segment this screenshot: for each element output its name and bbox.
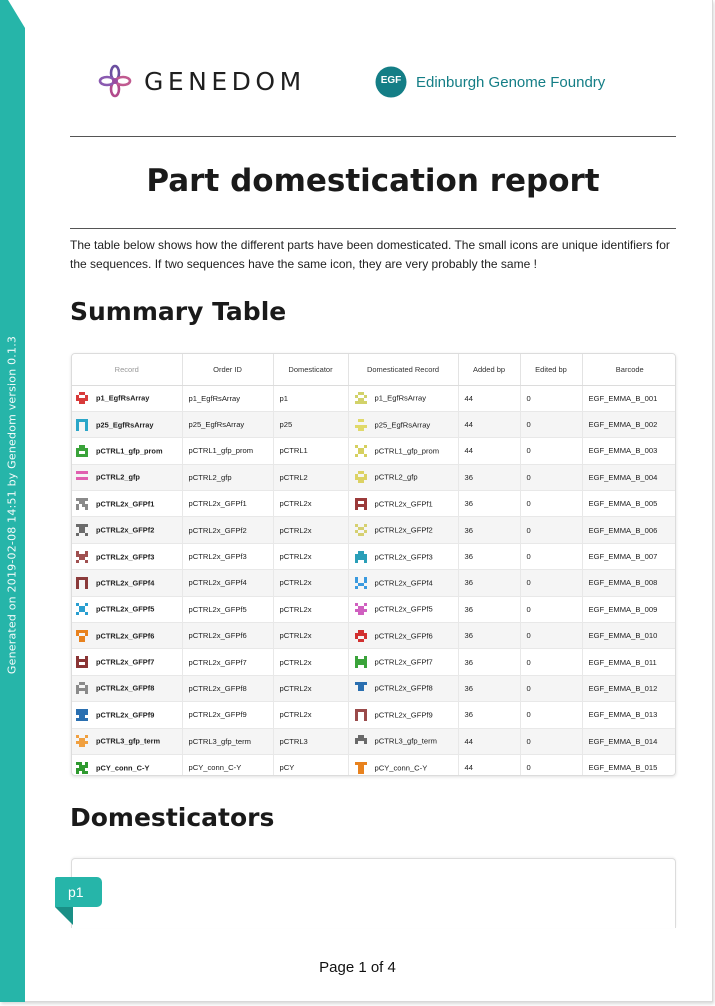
domesticated-sequence-icon (355, 577, 367, 589)
domesticated-record-cell (348, 464, 458, 490)
record-cell (72, 385, 182, 411)
record-name: p25_EgfRsArray (96, 420, 154, 430)
summary-table (71, 353, 676, 776)
record-cell (72, 517, 182, 543)
table-row (72, 570, 676, 596)
added-bp-cell: 36 (458, 543, 520, 569)
record-name: pCTRL2x_GFPf9 (96, 710, 155, 720)
domesticated-sequence-icon (355, 709, 367, 721)
order-id-cell: pCTRL2x_GFPf5 (182, 596, 273, 622)
intro-paragraph: The table below shows how the different parts have been domesticated. The small icons are unique identifiers for the sequences. If two sequences have the same icon, they are very probably the same ! (70, 238, 670, 271)
edited-bp-cell: 0 (520, 543, 582, 569)
added-bp-cell: 44 (458, 754, 520, 776)
record-sequence-icon (76, 551, 88, 563)
record-name: pCTRL2x_GFPf5 (96, 604, 155, 614)
record-cell (72, 675, 182, 701)
added-bp-cell: 36 (458, 570, 520, 596)
domesticated-record-cell (348, 728, 458, 754)
barcode-cell: EGF_EMMA_B_010 (582, 623, 676, 649)
record-sequence-icon (76, 445, 88, 457)
record-cell (72, 596, 182, 622)
domesticator-cell: pCTRL2x (273, 491, 348, 517)
added-bp-cell: 36 (458, 623, 520, 649)
edited-bp-cell: 0 (520, 702, 582, 728)
column-header-order-id[interactable]: Order ID (182, 354, 273, 385)
domesticated-record-name: pCTRL2x_GFPf4 (374, 578, 433, 588)
barcode-cell: EGF_EMMA_B_011 (582, 649, 676, 675)
domesticator-cell: pCTRL2x (273, 649, 348, 675)
summary-title: Summary Table (70, 297, 287, 326)
record-cell (72, 728, 182, 754)
barcode-cell: EGF_EMMA_B_008 (582, 570, 676, 596)
domesticated-record-name: p1_EgfRsArray (374, 393, 426, 403)
record-sequence-icon (76, 682, 88, 694)
record-sequence-icon (76, 419, 88, 431)
order-id-cell: pCTRL2_gfp (182, 464, 273, 490)
record-name: pCTRL1_gfp_prom (96, 446, 163, 456)
record-sequence-icon (76, 656, 88, 668)
domesticator-cell: p1 (273, 385, 348, 411)
record-name: pCTRL2x_GFPf8 (96, 683, 155, 693)
domesticated-record-name: pCTRL2x_GFPf3 (374, 552, 433, 562)
record-sequence-icon (76, 762, 88, 774)
record-cell (72, 438, 182, 464)
domesticator-cell: pCTRL2x (273, 623, 348, 649)
egf-logo (375, 66, 605, 98)
record-name: pCTRL2x_GFPf6 (96, 631, 155, 641)
column-header-record[interactable]: Record (72, 354, 182, 385)
table-row (72, 675, 676, 701)
record-name: pCTRL3_gfp_term (96, 736, 161, 746)
domesticated-record-name: pCTRL2x_GFPf1 (374, 499, 433, 509)
page-title: Part domestication report (146, 163, 600, 199)
domesticated-record-cell (348, 623, 458, 649)
egf-wordmark: Edinburgh Genome Foundry (416, 73, 606, 91)
domesticated-record-cell (348, 702, 458, 728)
table-row (72, 411, 676, 437)
domesticated-sequence-icon (355, 498, 367, 510)
column-header-edited-bp[interactable]: Edited bp (520, 354, 582, 385)
record-cell (72, 754, 182, 776)
added-bp-cell: 44 (458, 438, 520, 464)
edited-bp-cell: 0 (520, 754, 582, 776)
added-bp-cell: 36 (458, 702, 520, 728)
domesticated-record-name: pCTRL2x_GFPf6 (374, 631, 433, 641)
record-name: pCTRL2x_GFPf7 (96, 657, 155, 667)
added-bp-cell: 36 (458, 675, 520, 701)
record-name: pCY_conn_C-Y (96, 763, 150, 773)
domesticated-record-name: pCTRL2x_GFPf5 (374, 604, 433, 614)
record-name: pCTRL2x_GFPf2 (96, 525, 155, 535)
domesticated-record-name: pCTRL2x_GFPf8 (374, 683, 433, 693)
edited-bp-cell: 0 (520, 517, 582, 543)
added-bp-cell: 44 (458, 728, 520, 754)
column-header-added-bp[interactable]: Added bp (458, 354, 520, 385)
record-name: pCTRL2_gfp (96, 472, 140, 482)
domesticator-card (71, 858, 676, 928)
edited-bp-cell: 0 (520, 570, 582, 596)
table-row (72, 464, 676, 490)
order-id-cell: pCY_conn_C-Y (182, 754, 273, 776)
order-id-cell: pCTRL2x_GFPf3 (182, 543, 273, 569)
domesticated-sequence-icon (355, 603, 367, 615)
domesticated-record-cell (348, 754, 458, 776)
domesticator-cell: pCTRL2x (273, 543, 348, 569)
barcode-cell: EGF_EMMA_B_003 (582, 438, 676, 464)
record-sequence-icon (76, 603, 88, 615)
record-sequence-icon (76, 735, 88, 747)
record-cell (72, 491, 182, 517)
barcode-cell: EGF_EMMA_B_006 (582, 517, 676, 543)
record-sequence-icon (76, 630, 88, 642)
domesticated-record-cell (348, 596, 458, 622)
domesticated-sequence-icon (355, 445, 367, 457)
domesticated-record-name: pCTRL2x_GFPf9 (374, 710, 433, 720)
edited-bp-cell: 0 (520, 623, 582, 649)
domesticated-sequence-icon (355, 656, 367, 668)
column-header-barcode[interactable]: Barcode (582, 354, 676, 385)
added-bp-cell: 44 (458, 385, 520, 411)
domesticated-record-name: p25_EgfRsArray (374, 420, 431, 430)
domesticated-record-name: pCTRL2x_GFPf7 (374, 657, 433, 667)
barcode-cell: EGF_EMMA_B_004 (582, 464, 676, 490)
table-header-row (72, 354, 676, 385)
egf-badge-text: EGF (380, 75, 402, 86)
domesticated-record-name: pCTRL1_gfp_prom (374, 446, 440, 456)
added-bp-cell: 44 (458, 411, 520, 437)
domesticated-sequence-icon (355, 419, 367, 431)
order-id-cell: pCTRL2x_GFPf1 (182, 491, 273, 517)
sidebar-ribbon (0, 0, 25, 1002)
title-divider (70, 228, 676, 229)
record-sequence-icon (76, 524, 88, 536)
domesticated-record-name: pCTRL3_gfp_term (374, 736, 437, 746)
edited-bp-cell: 0 (520, 491, 582, 517)
domesticator-cell: pCTRL1 (273, 438, 348, 464)
domesticated-record-cell (348, 411, 458, 437)
domesticated-sequence-icon (355, 392, 367, 404)
record-name: pCTRL2x_GFPf1 (96, 499, 155, 509)
domesticated-record-cell (348, 570, 458, 596)
edited-bp-cell: 0 (520, 728, 582, 754)
table-row (72, 702, 676, 728)
domesticated-sequence-icon (355, 630, 367, 642)
table-row (72, 491, 676, 517)
domesticators-title: Domesticators (70, 803, 275, 832)
barcode-cell: EGF_EMMA_B_012 (582, 675, 676, 701)
order-id-cell: pCTRL3_gfp_term (182, 728, 273, 754)
edited-bp-cell: 0 (520, 411, 582, 437)
domesticator-cell: pCTRL2x (273, 675, 348, 701)
record-sequence-icon (76, 392, 88, 404)
header-logos (70, 60, 676, 108)
domesticated-sequence-icon (355, 551, 367, 563)
generated-info: Generated on 2019-02-08 14:51 by Genedom version 0.1.3 (5, 335, 19, 675)
domesticator-cell: pCTRL2 (273, 464, 348, 490)
domesticator-cell: pCTRL2x (273, 517, 348, 543)
barcode-cell: EGF_EMMA_B_013 (582, 702, 676, 728)
column-header-domesticator[interactable]: Domesticator (273, 354, 348, 385)
order-id-cell: pCTRL2x_GFPf4 (182, 570, 273, 596)
edited-bp-cell: 0 (520, 675, 582, 701)
record-sequence-icon (76, 498, 88, 510)
domesticated-sequence-icon (355, 735, 367, 747)
table-row (72, 754, 676, 776)
record-name: pCTRL2x_GFPf4 (96, 578, 155, 588)
genedom-logo (98, 64, 306, 98)
record-name: p1_EgfRsArray (96, 393, 150, 403)
added-bp-cell: 36 (458, 491, 520, 517)
edited-bp-cell: 0 (520, 649, 582, 675)
order-id-cell: p25_EgfRsArray (182, 411, 273, 437)
domesticator-cell: pCTRL3 (273, 728, 348, 754)
table-row (72, 385, 676, 411)
edited-bp-cell: 0 (520, 385, 582, 411)
table-row (72, 728, 676, 754)
edited-bp-cell: 0 (520, 464, 582, 490)
barcode-cell: EGF_EMMA_B_002 (582, 411, 676, 437)
domesticated-sequence-icon (355, 471, 367, 483)
order-id-cell: pCTRL2x_GFPf9 (182, 702, 273, 728)
record-cell (72, 702, 182, 728)
record-sequence-icon (76, 709, 88, 721)
domesticated-record-name: pCTRL2x_GFPf2 (374, 525, 433, 535)
record-cell (72, 623, 182, 649)
column-header-domesticated-record[interactable]: Domesticated Record (348, 354, 458, 385)
domesticator-tag: p1 (55, 877, 102, 907)
added-bp-cell: 36 (458, 649, 520, 675)
added-bp-cell: 36 (458, 464, 520, 490)
order-id-cell: pCTRL2x_GFPf7 (182, 649, 273, 675)
record-sequence-icon (76, 577, 88, 589)
domesticated-record-name: pCTRL2_gfp (374, 472, 418, 482)
table-row (72, 517, 676, 543)
order-id-cell: pCTRL2x_GFPf2 (182, 517, 273, 543)
domesticator-cell: p25 (273, 411, 348, 437)
edited-bp-cell: 0 (520, 438, 582, 464)
domesticated-sequence-icon (355, 762, 367, 774)
genedom-flower-icon (98, 64, 132, 98)
barcode-cell: EGF_EMMA_B_007 (582, 543, 676, 569)
record-name: pCTRL2x_GFPf3 (96, 552, 155, 562)
domesticated-record-cell (348, 543, 458, 569)
table-row (72, 596, 676, 622)
barcode-cell: EGF_EMMA_B_015 (588, 763, 658, 773)
domesticated-sequence-icon (355, 524, 367, 536)
domesticated-record-cell (348, 517, 458, 543)
top-divider (70, 136, 676, 137)
order-id-cell: p1_EgfRsArray (182, 385, 273, 411)
domesticated-record-cell (348, 491, 458, 517)
tag-fold-shape (55, 907, 73, 925)
added-bp-cell: 36 (458, 517, 520, 543)
record-cell (72, 411, 182, 437)
domesticated-record-cell (348, 385, 458, 411)
domesticated-record-name: pCY_conn_C-Y (374, 763, 428, 773)
barcode-cell: EGF_EMMA_B_001 (582, 385, 676, 411)
edited-bp-cell: 0 (520, 596, 582, 622)
domesticated-record-cell (348, 438, 458, 464)
barcode-cell: EGF_EMMA_B_014 (582, 728, 676, 754)
table-row (72, 623, 676, 649)
table-row (72, 543, 676, 569)
record-cell (72, 464, 182, 490)
domesticator-cell: pCTRL2x (273, 702, 348, 728)
domesticator-cell: pCY (273, 754, 348, 776)
genedom-wordmark: GENEDOM (144, 66, 306, 96)
table-row (72, 649, 676, 675)
record-cell (72, 543, 182, 569)
record-cell (72, 570, 182, 596)
order-id-cell: pCTRL1_gfp_prom (182, 438, 273, 464)
domesticated-sequence-icon (355, 682, 367, 694)
domesticator-cell: pCTRL2x (273, 596, 348, 622)
record-sequence-icon (76, 471, 88, 483)
domesticated-record-cell (348, 649, 458, 675)
record-cell (72, 649, 182, 675)
domesticator-cell: pCTRL2x (273, 570, 348, 596)
summary-table-body (72, 385, 676, 776)
order-id-cell: pCTRL2x_GFPf8 (182, 675, 273, 701)
barcode-cell: EGF_EMMA_B_009 (582, 596, 676, 622)
added-bp-cell: 36 (458, 596, 520, 622)
barcode-cell: EGF_EMMA_B_005 (582, 491, 676, 517)
page-number: Page 1 of 4 (319, 959, 396, 976)
order-id-cell: pCTRL2x_GFPf6 (182, 623, 273, 649)
domesticated-record-cell (348, 675, 458, 701)
table-row (72, 438, 676, 464)
